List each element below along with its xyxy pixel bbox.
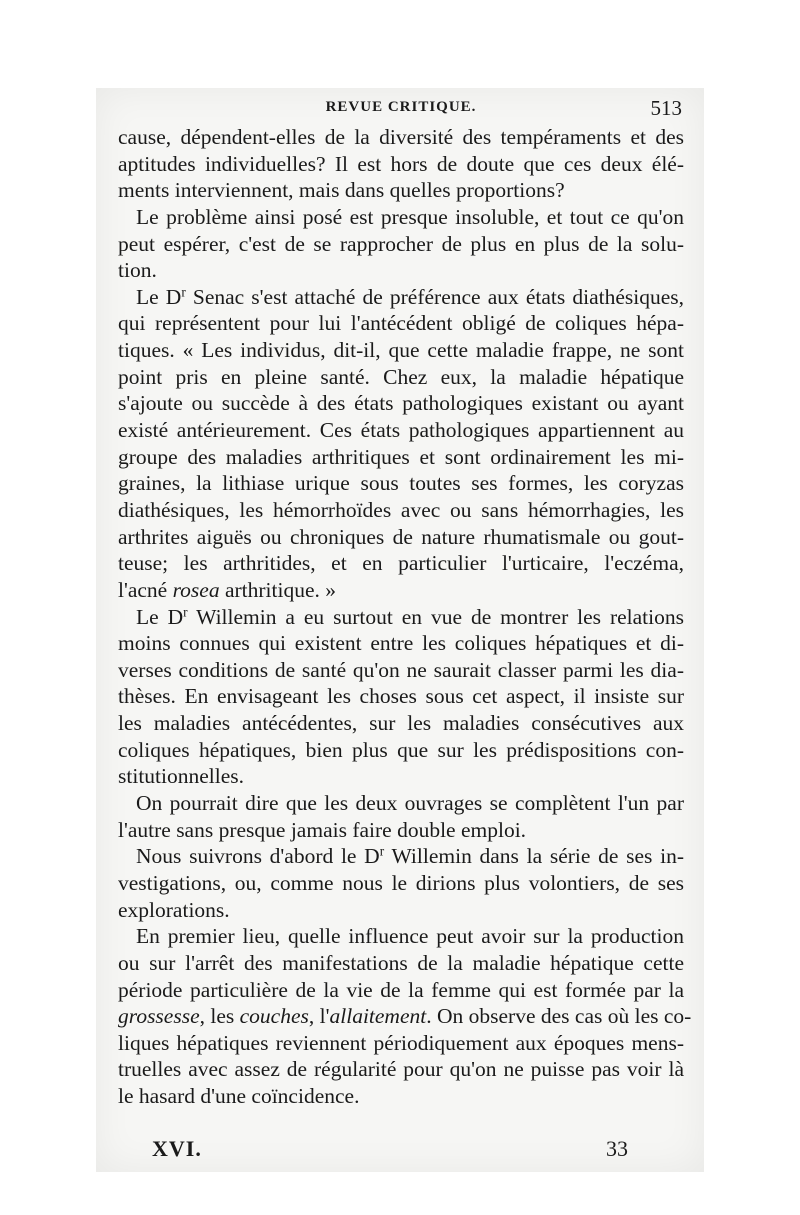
text-line: vestigations, ou, comme nous le dirions plus volontiers, de ses bbox=[118, 870, 684, 895]
text-line: arthrites aiguës ou chroniques de nature rhumatismale ou gout- bbox=[118, 524, 684, 549]
italic-term: allaitement bbox=[329, 1004, 427, 1029]
text-line: cause, dépendent-elles de la diversité des tempéraments et des bbox=[118, 125, 684, 149]
superscript: r bbox=[181, 284, 186, 300]
text-line: le hasard d'une coïncidence. bbox=[118, 1084, 360, 1109]
superscript: r bbox=[379, 843, 385, 859]
text-segment: , les bbox=[199, 1004, 240, 1029]
text-line: coliques hépatiques, bien plus que sur les prédispositions con- bbox=[118, 737, 684, 762]
text-line bbox=[118, 577, 684, 604]
text-line: qui représentent pour lui l'antécédent obligé de coliques hépa- bbox=[118, 311, 684, 336]
text-segment: Willemin dans la série de ses in- bbox=[384, 844, 684, 869]
text-line: s'ajoute ou succède à des états pathologiques existant ou ayant bbox=[118, 391, 684, 416]
italic-term: grossesse bbox=[118, 1004, 200, 1029]
text-line: verses conditions de santé qu'on ne saurait classer parmi les dia- bbox=[118, 657, 684, 682]
text-line: tion. bbox=[118, 258, 157, 283]
text-line: tiques. « Les individus, dit-il, que cette maladie frappe, ne sont bbox=[118, 338, 684, 363]
superscript: r bbox=[183, 604, 188, 620]
text-line: point pris en pleine santé. Chez eux, la maladie hépatique bbox=[118, 364, 684, 389]
text-line: aptitudes individuelles? Il est hors de doute que ces deux élé- bbox=[118, 151, 684, 176]
text-line: truelles avec assez de régularité pour qu'on ne puisse pas voir là bbox=[118, 1057, 684, 1082]
text-line bbox=[118, 1003, 692, 1030]
text-line: thèses. En envisageant les choses sous cet aspect, il insiste sur bbox=[118, 684, 684, 709]
text-line: graines, la lithiase urique sous toutes ses formes, les coryzas bbox=[118, 471, 684, 496]
running-head bbox=[120, 96, 682, 122]
signature-mark: XVI. bbox=[152, 1136, 202, 1161]
body-text bbox=[118, 124, 692, 1110]
text-line: existé antérieurement. Ces états pathologiques appartiennent au bbox=[118, 418, 684, 443]
text-line: moins connues qui existent entre les coliques hépatiques et di- bbox=[118, 631, 684, 656]
text-line: stitutionnelles. bbox=[118, 764, 245, 789]
text-line: teuse; les arthritides, et en particulier l'urticaire, l'eczéma, bbox=[118, 551, 684, 576]
text-segment: Senac s'est attaché de préférence aux états diathésiques, bbox=[185, 284, 684, 309]
running-title: REVUE CRITIQUE. bbox=[325, 99, 477, 115]
text-line bbox=[118, 284, 684, 311]
text-segment: Le D bbox=[136, 604, 184, 629]
text-line bbox=[118, 604, 684, 631]
italic-term: rosea bbox=[172, 577, 220, 602]
text-line: Le problème ainsi posé est presque insoluble, et tout ce qu'on bbox=[136, 204, 684, 229]
text-line: On pourrait dire que les deux ouvrages se complètent l'un par bbox=[136, 791, 684, 816]
text-line bbox=[118, 843, 684, 870]
text-line: liques hépatiques reviennent périodiquement aux époques mens- bbox=[118, 1030, 684, 1055]
text-line: ments interviennent, mais dans quelles proportions? bbox=[118, 178, 565, 203]
text-line: ou sur l'arrêt des manifestations de la maladie hépatique cette bbox=[118, 950, 684, 975]
page-number: 513 bbox=[650, 96, 682, 120]
text-line: explorations. bbox=[118, 897, 230, 922]
text-segment: arthritique. » bbox=[219, 577, 337, 602]
text-segment: l'acné bbox=[118, 577, 173, 602]
text-line: l'autre sans presque jamais faire double emploi. bbox=[118, 817, 527, 842]
text-line: En premier lieu, quelle influence peut avoir sur la production bbox=[136, 924, 684, 949]
text-line: peut espérer, c'est de se rapprocher de plus en plus de la solu- bbox=[118, 231, 684, 256]
italic-term: couches bbox=[239, 1004, 309, 1029]
text-line: diathésiques, les hémorrhoïdes avec ou sans hémorrhagies, les bbox=[118, 497, 684, 522]
text-line: groupe des maladies arthritiques et sont ordinairement les mi- bbox=[118, 444, 684, 469]
text-segment: Willemin a eu surtout en vue de montrer les relations bbox=[187, 604, 684, 629]
text-segment: . On observe des cas où les co- bbox=[426, 1004, 692, 1029]
text-line: période particulière de la vie de la femme qui est formée par la bbox=[118, 977, 684, 1002]
text-segment: Nous suivrons d'abord le D bbox=[136, 844, 380, 869]
text-segment: Le D bbox=[136, 284, 182, 309]
text-segment: , l' bbox=[308, 1004, 330, 1029]
sheet-number: 33 bbox=[606, 1136, 628, 1161]
text-line: les maladies antécédentes, sur les maladies consécutives aux bbox=[118, 711, 684, 736]
